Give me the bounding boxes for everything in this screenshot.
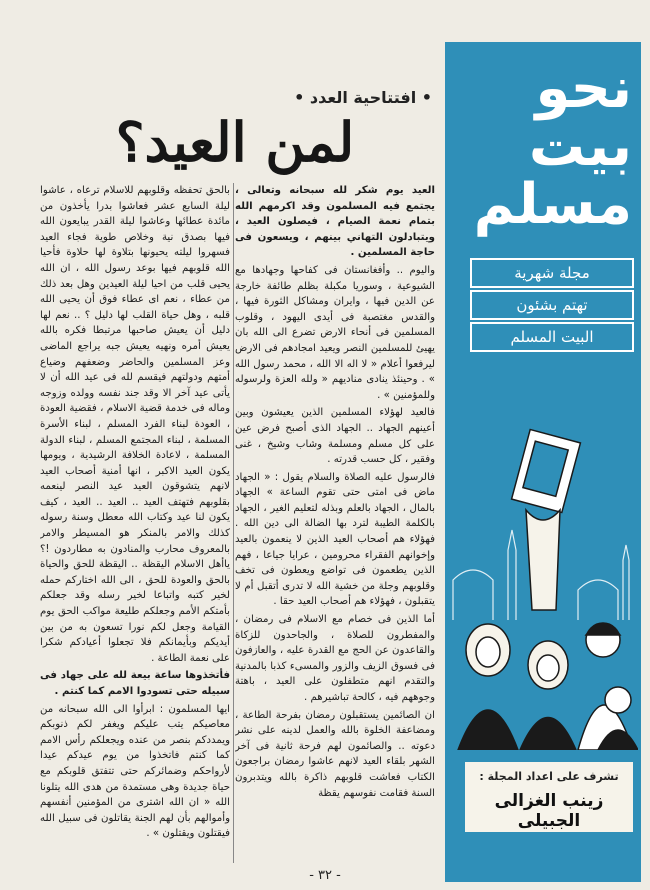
- magazine-title-line: مسلم: [473, 172, 632, 237]
- article-paragraph: فالرسول عليه الصلاة والسلام يقول : « الجهاد ماض فى امتى حتى تقوم الساعة » الجهاد بالمال ، الجهاد بالعلم وبذله لتعليم الغير ، الجهاد بالكلمة الطيبة لترد بها الضالة الى دين الله . فهؤلاء هم أصحاب العيد الذين لا ينعمون بالعيد وإخوانهم الفقراء محرومين ، عرايا جياعا ، فهم الذين يطعمون فى تواضع ويعطون فى تخف وقلوبهم وجلة من خشية الله لا تدرى أتقبل أم لا يتقبلون ، فهؤلاء هم أصحاب العيد حقا .: [235, 471, 435, 608]
- editor-credit-label: تشرف على اعداد المجلة :: [479, 770, 619, 783]
- article-paragraph: فالعيد لهؤلاء المسلمين الذين يعيشون وبين أعينهم الجهاد .. الجهاد الذى أصبح فرض عين على كل مسلم ومسلمة وشاب وشيخ ، غنى وفقير ، كل حسب قدرته .: [235, 407, 435, 466]
- magazine-tagline: تهتم بشئون: [470, 290, 634, 320]
- column-divider: [233, 183, 234, 863]
- magazine-title-line: بيت: [528, 114, 632, 179]
- editorial-section-label: • افتتاحية العدد •: [294, 88, 432, 107]
- magazine-tagline: مجلة شهرية: [470, 258, 634, 288]
- article-column-right: [235, 183, 435, 853]
- article-paragraph: فأتخذوها ساعة بيعة لله على جهاد فى سبيله حتى تسودوا الامم كما كنتم .: [40, 670, 230, 697]
- article-paragraph: أما الذين فى خصام مع الاسلام فى رمضان ، والمفطرون للصلاة ، والجاحدون للزكاة والقاعدون عن الحج مع القدرة عليه ، والعازفون فى فسوق الزيف والزور والمسىء كذبا بالمدنية والتقدم انهم متطفلون على العيد ، باهتة وجوههم فيه ، كالحة تباشيرهم .: [235, 614, 435, 703]
- article-column-left: [40, 183, 230, 863]
- mosque-family-quran-illustration: [448, 380, 638, 750]
- page-number: - ٣٢ -: [309, 868, 341, 883]
- article-paragraph: ايها المسلمون : ابرأوا الى الله سبحانه من معاصيكم يتب عليكم ويغفر لكم ذنوبكم ويمددكم بنصر من عنده ويجعلكم رأس الامم كما كنتم فاتخذوا من يوم عيدكم عيدا لأرواحكم وضمائركم حتى تتفتق قلوبكم مع حياة جديدة وهى مستمدة من هدى الله يتلونا الله « ان الله اشترى من المؤمنين أنفسهم وأموالهم بأن لهم الجنة يقاتلون فى سبيل الله فيقتلون ويقتلون » .: [40, 703, 230, 840]
- magazine-tagline: البيت المسلم: [470, 322, 634, 352]
- magazine-title: [452, 56, 632, 237]
- article-headline: لمن العيد؟: [115, 110, 355, 174]
- editor-credit-box: [465, 762, 633, 832]
- article-paragraph: بالحق تحفظه وقلوبهم للاسلام ترعاه ، عاشوا ليلة السابع عشر فعاشوا بدرا يأخذون من مائدة عطائها وعاشوا ليلة القدر يبايعون الله فيها بصدق نية وخلاص طوية فجاء العيد فسهروا ليلته يحيونها بتلاوة لها حلاوة فأحيا الله قلوبهم فيها بوعد رسول الله ، ان الله يحيى قلب من احيا ليلة العيدين وهل بعد ذلك من عطاء ، نعم اى عطاء فوق أن يحيى الله قلبه ، وهل حياة القلب لها دليل ؟ .. نعم لها دليل أن يعيش صاحبها مرتبطا فكره بالله يعيش أمره ونهيه يعيش جبه يراجع الماضى وعز المسلمين والحاضر وضعفهم وضياع أمتهم ودولتهم فيقسم لله فى عيد الله أن لا يأتى عيد آخر الا وقد جند نفسه وولده وزوجه وماله فى خدمة قضية الاسلام ، فقضية العودة ، العودة لبناء الفرد المسلم ، لبناء الأسرة المسلمة ، لبناء المجتمع المسلم ، لبناء الدولة المسلمة ، لاعادة الخلافة الرشيدية ، ويومها يكون العيد الاكبر ، انها أمنية أصحاب العيد لانهم يتشوقون العيد عيد النصر لينعمه بقلوبهم فتهتف العيد .. العيد .. العيد ، كيف يكون لنا عيد وكتاب الله معطل وسنة رسوله كذلك والامر بالمنكر هو المسيطر والامر بالمعروف محارب والمنادون به مطاردون !؟ ياأهل الاسلام اليقظة .. اليقظة للحق والحياة بالحق والعودة للحق ، الى الله اختاركم حمله لخير كتبه واتباعا لخير رسله وقد جعلكم بأمتكم الأمم وجعلكم طليعة مواكب الحق يوم القيامة وجعل لكم نورا تسعون به من بين أيديكم وبأيمانكم فلا تجعلوا أعيادكم شكرا على نعمة الطاعة .: [40, 185, 230, 664]
- article-paragraph: واليوم .. وأفغانستان فى كفاحها وجهادها مع الشيوعية ، وسوريا مكبلة بظلم طائفة خارجة عن الدين فيها ، وايران ومشاكل الثورة فيها ، والقدس مغتصبة فى أيدى اليهود ، وقلوب المسلمين فى أنحاء الارض تضرع الى الله بان يهيئ للمسلمين النصر ويعيد امجادهم فى الارض ليرفعوا أعلام « لا اله الا الله ، محمد رسول الله » . وحينئذ ينادى مناديهم « ولله العزة ولرسوله وللمؤمنين » .: [235, 264, 435, 401]
- editor-name: زينب الغزالى الجبيلى: [494, 791, 604, 831]
- magazine-title-line: نحو: [535, 56, 632, 121]
- article-paragraph: العيد يوم شكر لله سبحانه وتعالى ، يجتمع فيه المسلمون وقد اكرمهم الله بتمام نعمة الصيام ، فيصلون العيد ، ويتبادلون التهاني بينهم ، ويسعون فى حاجة المسلمين .: [235, 185, 435, 259]
- article-paragraph: ان الصائمين يستقبلون رمضان بفرحة الطاعة ، ومضاعفة الخلوة بالله والعمل لدينه على نشر دعوته .. والصائمون لهم فرحة ثانية فى آخر الشهر بلقاء العيد لانهم عاشوا رمضان براجعون الكتاب فعاشت قلوبهم ذاكرة بالله ويتدبرون السنة فقامت نفوسهم يقظة: [235, 709, 435, 799]
